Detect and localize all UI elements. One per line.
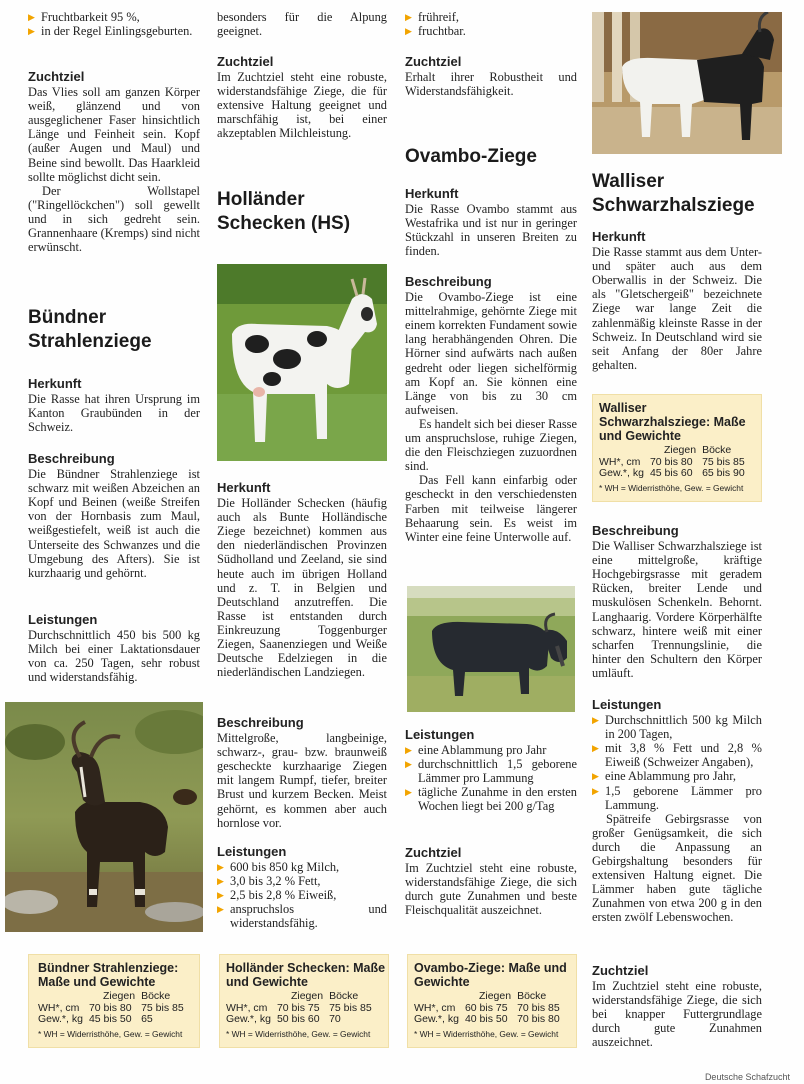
section-heading: Leistungen — [217, 844, 287, 859]
box-title: Bündner Strahlenziege: Maße und Gewichte — [38, 961, 179, 989]
table-cell: 70 bis 80 — [517, 1013, 560, 1025]
table-cell: 50 bis 60 — [276, 1013, 320, 1025]
table-header: Böcke — [702, 444, 732, 456]
col2-top-text — [217, 10, 387, 38]
col1-zuchtziel — [28, 70, 200, 254]
table-cell: Gew.*, kg — [414, 1013, 459, 1025]
paragraph: Die Bündner Strahlenziege ist schwarz mit weißen Abzeichen an Kopf und Beinen (weiße Streifen von der Hornbasis zum Maul, weißgestiefelt, weiß ist auch die Unterseite des Schwanzes und die Umgebung des Afters). Sie ist kurzhaarig und gehörnt. — [28, 467, 200, 580]
col1-leistungen — [28, 613, 200, 684]
paragraph: Spätreife Gebirgsrasse von großer Genügsamkeit, die sich durch die Anpassung an Gebirgshaltung besonders für extensiven Haltung eignet. Die Lämmer haben gute tägliche Zunahmen von etwa 200 g in den ersten zwölf Lebenswochen. — [592, 811, 762, 925]
table-header: Ziegen — [478, 990, 512, 1002]
section-heading: Beschreibung — [217, 715, 304, 730]
col2-herkunft — [217, 481, 387, 679]
paragraph: Die Rasse hat ihren Ursprung im Kanton Graubünden in der Schweiz. — [28, 392, 200, 435]
table-header: Böcke — [329, 990, 359, 1002]
table-cell: 45 bis 50 — [88, 1013, 132, 1025]
paragraph: Die Ovambo-Ziege ist eine mittelrahmige, gehörnte Ziege mit einem korrekten Fundament sowie lang herabhängenden Ohren. Die Hörner sind aufwärts nach außen gedreht oder liegen sichelförmig am Kopf an. Sie können eine Länge von bis zu 30 cm aufweisen. — [405, 290, 577, 417]
col4-herkunft — [592, 230, 762, 372]
stats-box-buendner — [28, 954, 200, 1048]
table-cell: 70 bis 80 — [88, 1001, 132, 1014]
list-item: ▶ anspruchslos und widerstandsfähig. — [217, 902, 387, 930]
list-item: ▶ Fruchtbarkeit 95 %, — [28, 10, 200, 24]
section-heading: Zuchtziel — [217, 54, 274, 69]
section-heading: Leistungen — [592, 697, 662, 712]
list-item: ▶ in der Regel Einlingsgeburten. — [28, 24, 200, 38]
paragraph: Es handelt sich bei dieser Rasse um anspruchslose, ruhige Ziegen, die den Fleischziegen zuzuordnen sind. — [405, 416, 577, 474]
col3-herkunft — [405, 187, 577, 258]
col1-beschreibung — [28, 452, 200, 580]
table-cell: 70 bis 80 — [649, 455, 693, 468]
section-heading: Zuchtziel — [405, 845, 462, 860]
photo-hollaender-goat — [217, 264, 387, 461]
list-item: ▶ eine Ablammung pro Jahr, — [592, 769, 762, 783]
stats-box-hollaender — [219, 954, 389, 1048]
table-row — [226, 1014, 378, 1026]
table-header: Ziegen — [663, 444, 697, 456]
list-item: ▶ Durchschnittlich 500 kg Milch in 200 Tagen, — [592, 713, 762, 741]
col2-zuchtziel — [217, 55, 387, 141]
section-heading: Beschreibung — [592, 523, 679, 538]
list-item: ▶ 600 bis 850 kg Milch, — [217, 860, 387, 874]
box-title: Walliser Schwarzhalsziege: Maße und Gewichte — [599, 401, 746, 443]
col4-beschreibung — [592, 524, 762, 680]
section-heading: Leistungen — [28, 612, 98, 627]
table-cell: Gew.*, kg — [599, 467, 644, 479]
box-title: Ovambo-Ziege: Maße und Gewichte — [414, 961, 567, 989]
section-heading: Herkunft — [28, 376, 82, 391]
table-row — [414, 1014, 566, 1026]
list-item: ▶ frühreif, — [405, 10, 577, 24]
table-row — [599, 468, 751, 480]
col3-top-bullets — [405, 10, 577, 38]
breed-title-buendner: Bündner Strahlenziege — [28, 307, 152, 352]
list-item: ▶ eine Ablammung pro Jahr — [405, 743, 577, 757]
table-cell: Gew.*, kg — [38, 1013, 83, 1025]
table-cell: 40 bis 50 — [464, 1013, 508, 1025]
section-heading: Herkunft — [592, 229, 646, 244]
section-heading: Beschreibung — [28, 451, 115, 466]
stats-table — [226, 991, 378, 1026]
section-heading: Zuchtziel — [28, 69, 85, 84]
table-row — [38, 1014, 190, 1026]
table-header: Böcke — [141, 990, 171, 1002]
table-cell: WH*, cm — [38, 1001, 80, 1014]
footnote: * WH = Widerristhöhe, Gew. = Gewicht — [226, 1028, 371, 1039]
stats-table — [38, 991, 190, 1026]
paragraph: Die Walliser Schwarzhalsziege ist eine mittelgroße, kräftige Hochgebirgsrasse mit geradem Rücken, breiter Lende und muskulösen Schenkeln. Behornt. Langhaarig. Vordere Körperhälfte schwarz, hintere weiß mit einer scharfen Trennungslinie, die hinter den Schultern den Körper umläuft. — [592, 539, 762, 680]
table-cell: 75 bis 85 — [702, 455, 745, 468]
photo-ovambo-goat — [407, 586, 575, 712]
table-cell: 45 bis 60 — [649, 467, 693, 479]
list-item: ▶ tägliche Zunahme in den ersten Wochen liegt bei 200 g/Tag — [405, 785, 577, 813]
table-cell: 65 bis 90 — [702, 467, 745, 479]
table-cell: 70 — [329, 1013, 341, 1025]
list-item: ▶ 3,0 bis 3,2 % Fett, — [217, 874, 387, 888]
table-cell: WH*, cm — [414, 1001, 456, 1014]
col3-beschreibung — [405, 275, 577, 544]
table-cell: 70 bis 85 — [517, 1001, 560, 1014]
paragraph: Im Zuchtziel steht eine robuste, widerstandsfähige Ziege, die sich durch gute Zunahmen und beste Fleischqualität auszeichnet. — [405, 861, 577, 918]
table-cell: 65 — [141, 1013, 153, 1025]
table-cell: WH*, cm — [226, 1001, 268, 1014]
col4-zuchtziel — [592, 964, 762, 1050]
paragraph: Das Vlies soll am ganzen Körper weiß, glänzend und von ausgeglichener Faser hinsichtlich Länge und Feinheit sein. Kopf (außer Augen und Maul) und Beine sind bewollt. Das Haarkleid sollte möglichst dicht sein. — [28, 85, 200, 184]
paragraph: Die Holländer Schecken (häufig auch als Bunte Holländische Ziege bezeichnet) kommen aus den niederländischen Provinzen Südholland und Zeeland, sie sind heute auch im übrigen Holland und z. T. in Belgien und Deutschland anzutreffen. Die Rasse ist entstanden durch Einkreuzung Toggenburger Ziegen, Saanenziegen und Weiße Deutsche Edelziegen in die niederländischen Landziegen. — [217, 496, 387, 680]
section-heading: Zuchtziel — [405, 54, 462, 69]
stats-box-walliser — [592, 394, 762, 502]
paragraph: Mittelgroße, langbeinige, schwarz-, grau- bzw. braunweiß gescheckte kurzhaarige Ziegen mit langem Rumpf, tiefer, breiter Brust und kurzem Becken. Meist gehörnt, es kommen aber auch hornlose vor. — [217, 731, 387, 830]
stats-table — [599, 445, 751, 480]
box-title: Holländer Schecken: Maße und Gewichte — [226, 961, 386, 989]
paragraph: Erhalt ihrer Robustheit und Widerstandsfähigkeit. — [405, 70, 577, 99]
paragraph: besonders für die Alpung geeignet. — [217, 10, 387, 39]
col1-herkunft — [28, 377, 200, 434]
list-item: ▶ mit 3,8 % Fett und 2,8 % Eiweiß (Schweizer Angaben), — [592, 741, 762, 769]
table-header: Böcke — [517, 990, 547, 1002]
list-item: ▶ durchschnittlich 1,5 geborene Lämmer pro Lammung — [405, 757, 577, 785]
paragraph: Im Zuchtziel steht eine robuste, widerstandsfähige Ziege, die sich bei knapper Futtergrundlage durch gute Zunahmen auszeichnet. — [592, 979, 762, 1050]
col2-beschreibung — [217, 716, 387, 830]
page-footer: Deutsche Schafzucht — [704, 1072, 790, 1082]
list-item: ▶ fruchtbar. — [405, 24, 577, 38]
col3-zuchtziel — [405, 55, 577, 98]
paragraph: Der Wollstapel ("Ringellöckchen") soll gewellt und in sich gedreht sein. Grannenhaare (Kremps) sind nicht erwünscht. — [28, 183, 200, 255]
table-header: Ziegen — [102, 990, 136, 1002]
table-cell: 75 bis 85 — [141, 1001, 184, 1014]
table-cell: Gew.*, kg — [226, 1013, 271, 1025]
table-cell: WH*, cm — [599, 455, 641, 468]
breed-title-hollaender: Holländer Schecken (HS) — [217, 189, 351, 234]
photo-walliser-goat — [592, 12, 782, 154]
col4-leistungen — [592, 698, 762, 925]
section-heading: Herkunft — [405, 186, 459, 201]
paragraph: Das Fell kann einfarbig oder gescheckt in den verschiedensten Farben mit teilweise längerer Behaarung sein. Es weist im Winter eine feine Unterwolle auf. — [405, 473, 577, 544]
table-cell: 75 bis 85 — [329, 1001, 372, 1014]
table-cell: 70 bis 75 — [276, 1001, 320, 1014]
section-heading: Leistungen — [405, 727, 475, 742]
footnote: * WH = Widerristhöhe, Gew. = Gewicht — [599, 482, 744, 493]
paragraph: Die Rasse stammt aus dem Unter- und später auch aus dem Oberwallis in der Schweiz. Die als "Gletschergeiß" bezeichnete Ziege war lange Zeit die zahlenmäßig kleinste Rasse in der Schweiz. In Deutschland wird sie seit Anfang der 80er Jahre gehalten. — [592, 245, 762, 372]
col2-leistungen — [217, 845, 387, 931]
stats-box-ovambo — [407, 954, 577, 1048]
breed-title-walliser: Walliser Schwarzhalsziege — [592, 171, 755, 216]
table-header: Ziegen — [290, 990, 324, 1002]
footnote: * WH = Widerristhöhe, Gew. = Gewicht — [414, 1028, 559, 1039]
photo-buendner-goat — [5, 702, 203, 932]
paragraph: Die Rasse Ovambo stammt aus Westafrika und ist nur in geringer Stückzahl in unseren Breiten zu finden. — [405, 202, 577, 259]
paragraph: Durchschnittlich 450 bis 500 kg Milch bei einer Laktationsdauer von ca. 250 Tagen, sehr robust und widerstandsfähig. — [28, 628, 200, 685]
list-item: ▶ 1,5 geborene Lämmer pro Lammung. — [592, 784, 762, 812]
col1-top-bullets — [28, 10, 200, 38]
stats-table — [414, 991, 566, 1026]
col3-zuchtziel2 — [405, 846, 577, 917]
col3-leistungen — [405, 728, 577, 814]
section-heading: Beschreibung — [405, 274, 492, 289]
breed-title-ovambo: Ovambo-Ziege — [405, 146, 537, 167]
section-heading: Herkunft — [217, 480, 271, 495]
table-cell: 60 bis 75 — [464, 1001, 508, 1014]
section-heading: Zuchtziel — [592, 963, 649, 978]
paragraph: Im Zuchtziel steht eine robuste, widerstandsfähige Ziege, die für extensive Haltung geeignet und marschfähig ist, bei einer akzeptablen Milchleistung. — [217, 70, 387, 141]
footnote: * WH = Widerristhöhe, Gew. = Gewicht — [38, 1028, 183, 1039]
list-item: ▶ 2,5 bis 2,8 % Eiweiß, — [217, 888, 387, 902]
